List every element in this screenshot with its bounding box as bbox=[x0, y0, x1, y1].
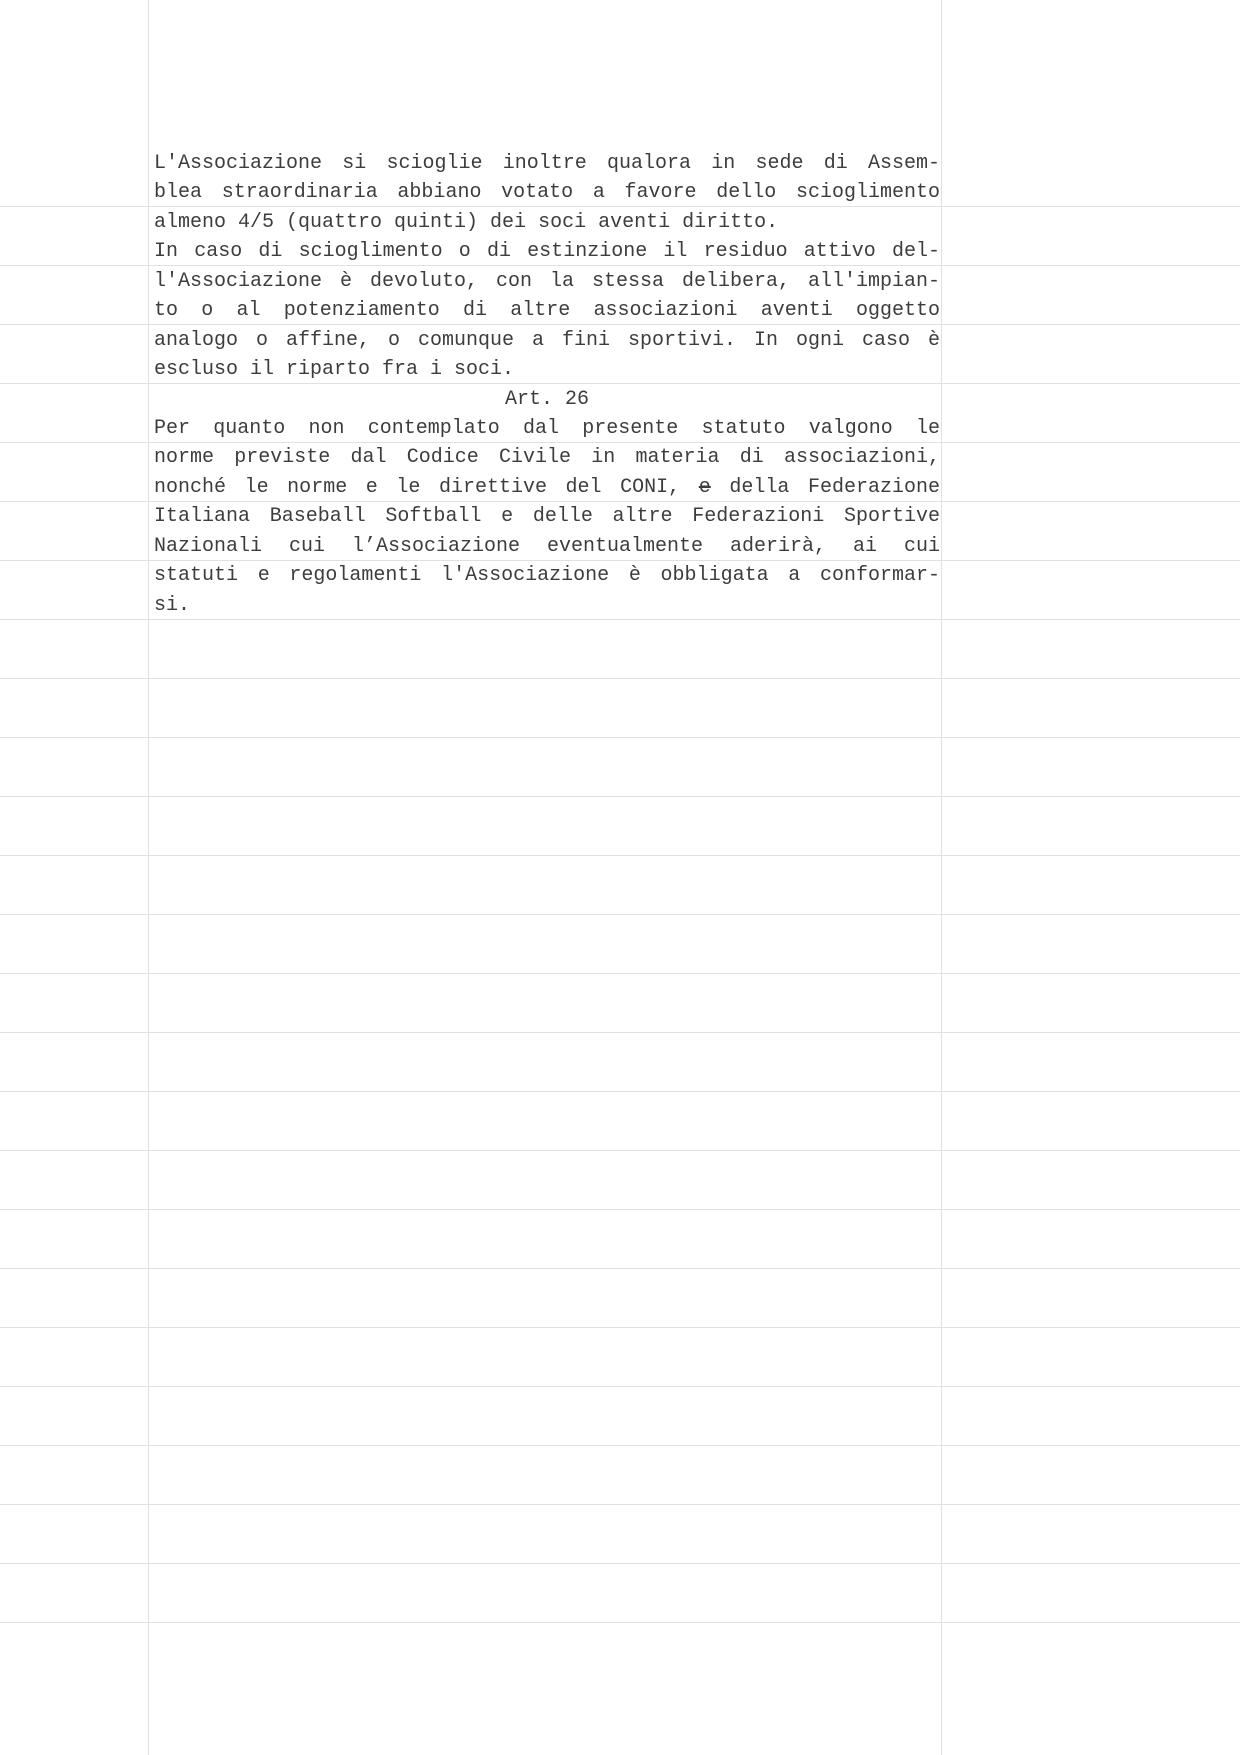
text-line-with-strikethrough bbox=[154, 473, 940, 502]
ruled-line bbox=[0, 973, 1240, 974]
text-line: Per quanto non contemplato dal presente statuto valgono le bbox=[154, 416, 940, 440]
ruled-line bbox=[0, 1327, 1240, 1328]
text-segment: della Federazione bbox=[729, 475, 940, 499]
ruled-line bbox=[0, 1268, 1240, 1269]
text-line: l'Associazione è devoluto, con la stessa delibera, all'impian- bbox=[154, 269, 940, 293]
ruled-line bbox=[0, 1504, 1240, 1505]
document-text bbox=[154, 149, 940, 620]
text-line: Nazionali cui l’Associazione eventualmente aderirà, ai cui bbox=[154, 534, 940, 558]
text-line: In caso di scioglimento o di estinzione il residuo attivo del- bbox=[154, 240, 940, 264]
text-line: Italiana Baseball Softball e delle altre Federazioni Sportive bbox=[154, 505, 940, 529]
text-segment: nonché le norme e le direttive del CONI, bbox=[154, 475, 681, 499]
text-line: blea straordinaria abbiano votato a favore dello scioglimento bbox=[154, 181, 940, 205]
text-line: to o al potenziamento di altre associazioni aventi oggetto bbox=[154, 299, 940, 323]
ruled-line bbox=[0, 1150, 1240, 1151]
ruled-line bbox=[0, 796, 1240, 797]
ruled-line bbox=[0, 678, 1240, 679]
text-line: norme previste dal Codice Civile in materia di associazioni, bbox=[154, 446, 940, 470]
text-line: statuti e regolamenti l'Associazione è obbligata a conformar- bbox=[154, 564, 940, 588]
ruled-line bbox=[0, 1563, 1240, 1564]
text-line: analogo o affine, o comunque a fini sportivi. In ogni caso è bbox=[154, 328, 940, 352]
right-margin-line bbox=[941, 0, 942, 1755]
ruled-line bbox=[0, 1445, 1240, 1446]
struck-text: e bbox=[698, 475, 711, 499]
ruled-line bbox=[0, 855, 1240, 856]
ruled-line bbox=[0, 1209, 1240, 1210]
text-line: L'Associazione si scioglie inoltre qualora in sede di Assem- bbox=[154, 152, 940, 175]
ruled-line bbox=[0, 914, 1240, 915]
ruled-line bbox=[0, 1386, 1240, 1387]
text-line: si. bbox=[154, 593, 191, 617]
left-margin-line bbox=[148, 0, 149, 1755]
ruled-line bbox=[0, 1622, 1240, 1623]
ruled-line bbox=[0, 1091, 1240, 1092]
ruled-line bbox=[0, 1032, 1240, 1033]
ruled-line bbox=[0, 737, 1240, 738]
article-heading: Art. 26 bbox=[504, 387, 589, 411]
text-line: almeno 4/5 (quattro quinti) dei soci aventi diritto. bbox=[154, 210, 779, 234]
text-line: escluso il riparto fra i soci. bbox=[154, 358, 515, 382]
